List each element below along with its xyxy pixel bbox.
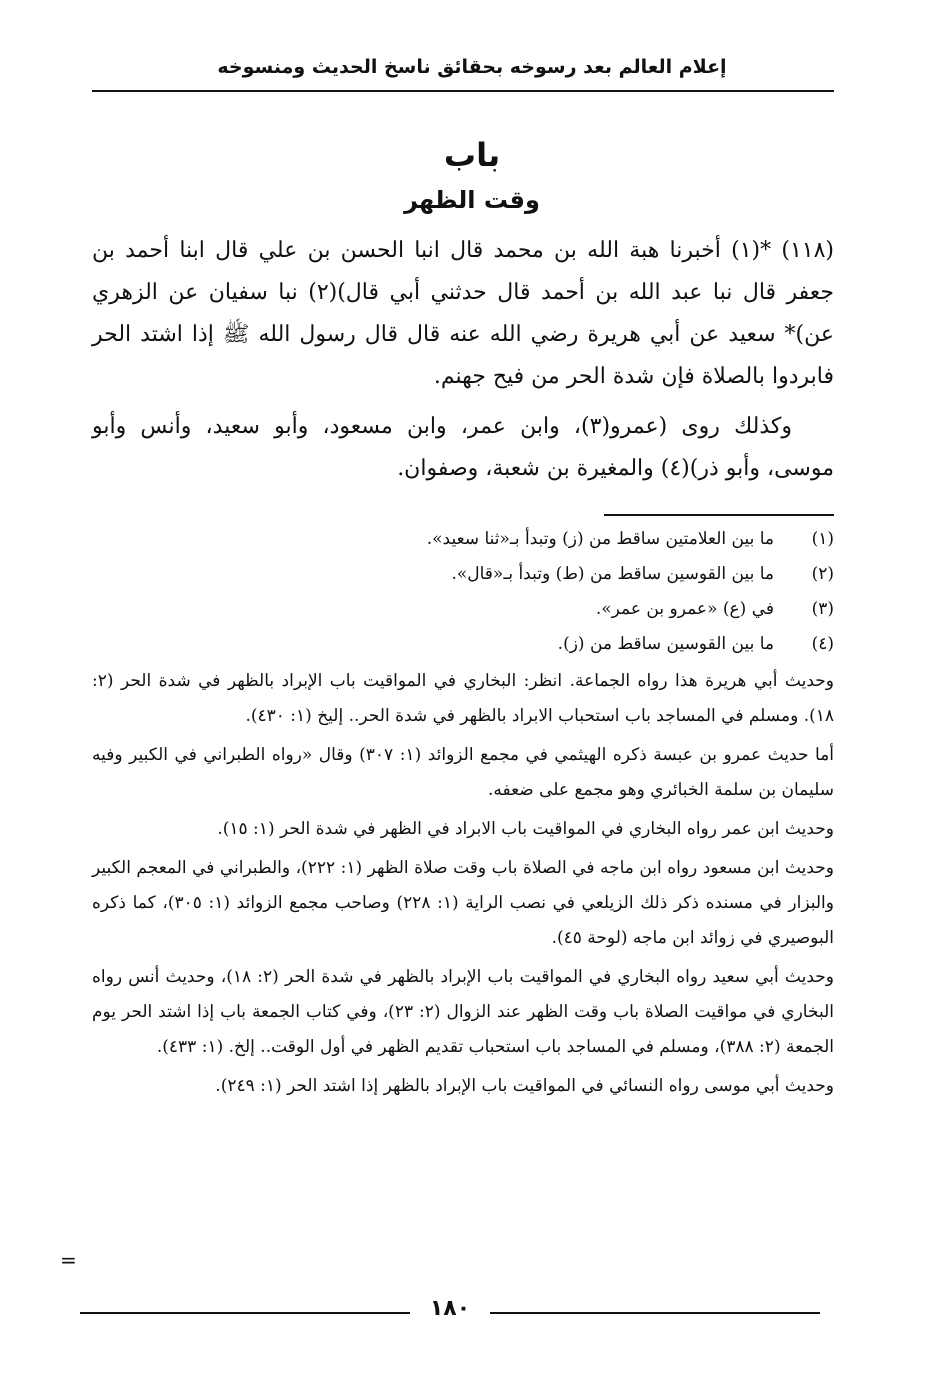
footnote-paragraph: أما حديث عمرو بن عبسة ذكره الهيثمي في مجمع الزوائد (١: ٣٠٧) وقال «رواه الطبراني في الكبير وفيه سليمان بن سلمة الخبائري وهو مجمع على ضعفه. [92,745,834,800]
footnote-paragraph: وحديث أبي موسى رواه النسائي في المواقيت باب الإبراد بالظهر إذا اشتد الحر (١: ٢٤٩). [215,1076,834,1096]
running-title: إعلام العالم بعد رسوخه بحقائق ناسخ الحديث ومنسوخه [217,56,727,78]
narrators-paragraph: وكذلك روى (عمرو(٣)، وابن عمر، وابن مسعود، وأبو سعيد، وأنس وأبو موسى، وأبو ذر)(٤) والمغيرة بن شعبة، وصفوان. [92,414,834,481]
page-number: ١٨٠ [429,1296,471,1321]
footnote-number: (٤) [811,634,834,654]
section-title: وقت الظهر [404,186,540,214]
footnote-text: ما بين القوسين ساقط من (ط) وتبدأ بـ«قال». [451,564,774,584]
footnote-text: ما بين العلامتين ساقط من (ز) وتبدأ بـ«ثنا سعيد». [426,529,774,549]
chapter-title: باب [443,136,501,174]
footnote-text: ما بين القوسين ساقط من (ز). [557,634,774,654]
footnote-paragraph: وحديث أبي هريرة هذا رواه الجماعة. انظر: البخاري في المواقيت باب الإبراد بالظهر في شدة الحر (٢: ١٨). ومسلم في المساجد باب استحباب الابراد بالظهر في شدة الحر.. إليخ (١: ٤٣٠). [92,671,834,726]
main-text [92,230,834,498]
footnotes [92,522,834,1108]
footnote-item [92,522,834,557]
continuation-mark: = [60,1248,77,1272]
footer-rule-right [490,1312,820,1314]
footnote-item [92,627,834,662]
footnote-number: (١) [811,529,834,549]
footnote-paragraph: وحديث ابن عمر رواه البخاري في المواقيت باب الابراد في الظهر في شدة الحر (١: ١٥). [217,819,834,839]
footnote-text: في (ع) «عمرو بن عمر». [595,599,774,619]
footnote-paragraph: وحديث أبي سعيد رواه البخاري في المواقيت باب الإبراد بالظهر في شدة الحر (٢: ١٨)، وحديث أنس رواه البخاري في مواقيت الصلاة باب وقت الظهر عند الزوال (٢: ٢٣)، وفي كتاب الجمعة باب إذا اشتد الحر يوم الجمعة (٢: ٣٨٨)، ومسلم في المساجد باب استحباب تقديم الظهر في أول الوقت.. إلخ. (١: ٤٣٣). [92,967,834,1057]
footnote-number: (٢) [811,564,834,584]
header-rule [92,90,834,92]
footnote-item [92,557,834,592]
footnote-rule [604,514,834,516]
footnote-item [92,592,834,627]
footnote-paragraph: وحديث ابن مسعود رواه ابن ماجه في الصلاة باب وقت صلاة الظهر (١: ٢٢٢)، والطبراني في المعجم الكبير والبزار في مسنده ذكر ذلك الزيلعي في نصب الراية (١: ٢٢٨) وصاحب مجمع الزوائد (١: ٣٠٥)، كما ذكره البوصيري في زوائد ابن ماجه (لوحة ٤٥). [92,858,834,948]
hadith-paragraph: (١١٨) *(١) أخبرنا هبة الله بن محمد قال انبا الحسن بن علي قال ابنا أحمد بن جعفر قال نبا عبد الله بن أحمد قال حدثني أبي قال)(٢) نبا سفيان عن الزهري عن)* سعيد عن أبي هريرة رضي الله عنه قال قال رسول الله ﷺ إذا اشتد الحر فابردوا بالصلاة فإن شدة الحر من فيح جهنم. [92,238,835,389]
footnote-number: (٣) [811,599,834,619]
footer-rule-left [80,1312,410,1314]
